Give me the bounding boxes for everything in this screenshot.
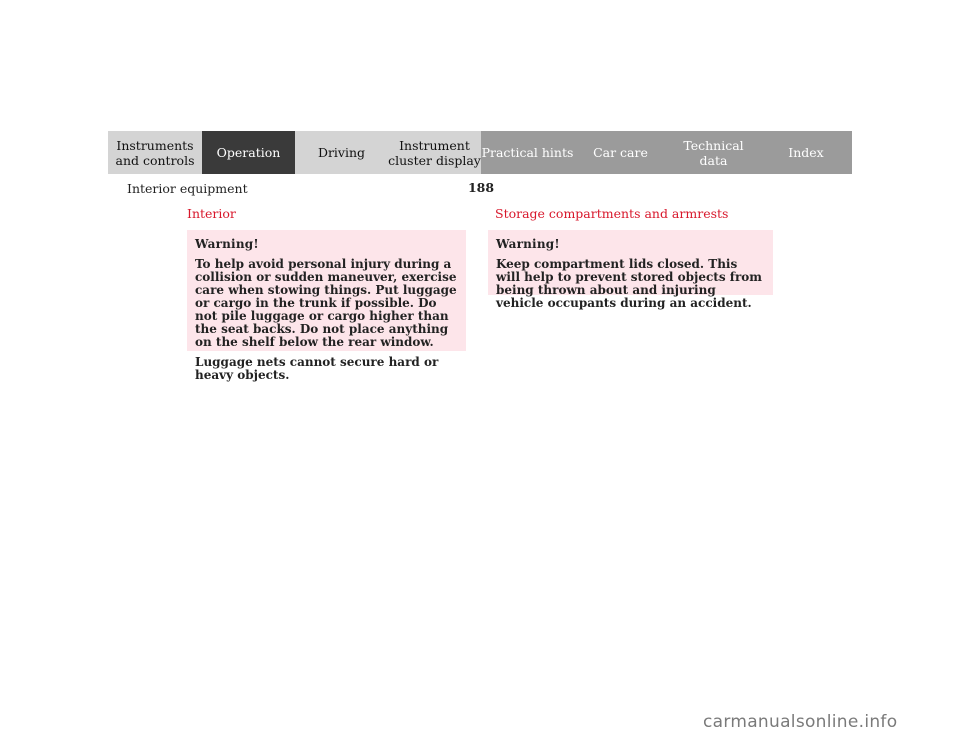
warning-text: Luggage nets cannot secure hard or heavy objects. xyxy=(195,355,439,382)
tab-instrument-cluster-display[interactable]: Instrument cluster display xyxy=(388,131,481,174)
tab-operation[interactable]: Operation xyxy=(202,131,295,174)
tab-index[interactable]: Index xyxy=(760,131,852,174)
watermark: carmanualsonline.info xyxy=(703,712,898,732)
warning-text: To help avoid personal injury during a collision or sudden maneuver, exercise care when stowing things. Put luggage or cargo in the trunk if possible. Do not pile luggage or cargo higher than the seat backs. Do not place anything on the shelf below the rear window. xyxy=(195,257,457,349)
tab-practical-hints[interactable]: Practical hints xyxy=(481,131,574,174)
section-title: Interior equipment xyxy=(127,181,248,196)
heading-interior: Interior xyxy=(187,206,236,221)
warning-box-storage xyxy=(488,230,773,310)
page-number: 188 xyxy=(467,180,495,195)
chapter-tabs xyxy=(108,131,852,174)
heading-storage-compartments: Storage compartments and armrests xyxy=(495,206,729,221)
tab-technical-data[interactable]: Technical data xyxy=(667,131,760,174)
tab-instruments-and-controls[interactable]: Instruments and controls xyxy=(108,131,202,174)
tab-car-care[interactable]: Car care xyxy=(574,131,667,174)
tab-driving[interactable]: Driving xyxy=(295,131,388,174)
warning-title: Warning! xyxy=(496,237,560,251)
warning-text: Keep compartment lids closed. This will help to prevent stored objects from being thrown about and injuring vehicle occupants during an accident. xyxy=(496,257,762,310)
warning-box-interior xyxy=(187,230,466,382)
warning-title: Warning! xyxy=(195,237,259,251)
